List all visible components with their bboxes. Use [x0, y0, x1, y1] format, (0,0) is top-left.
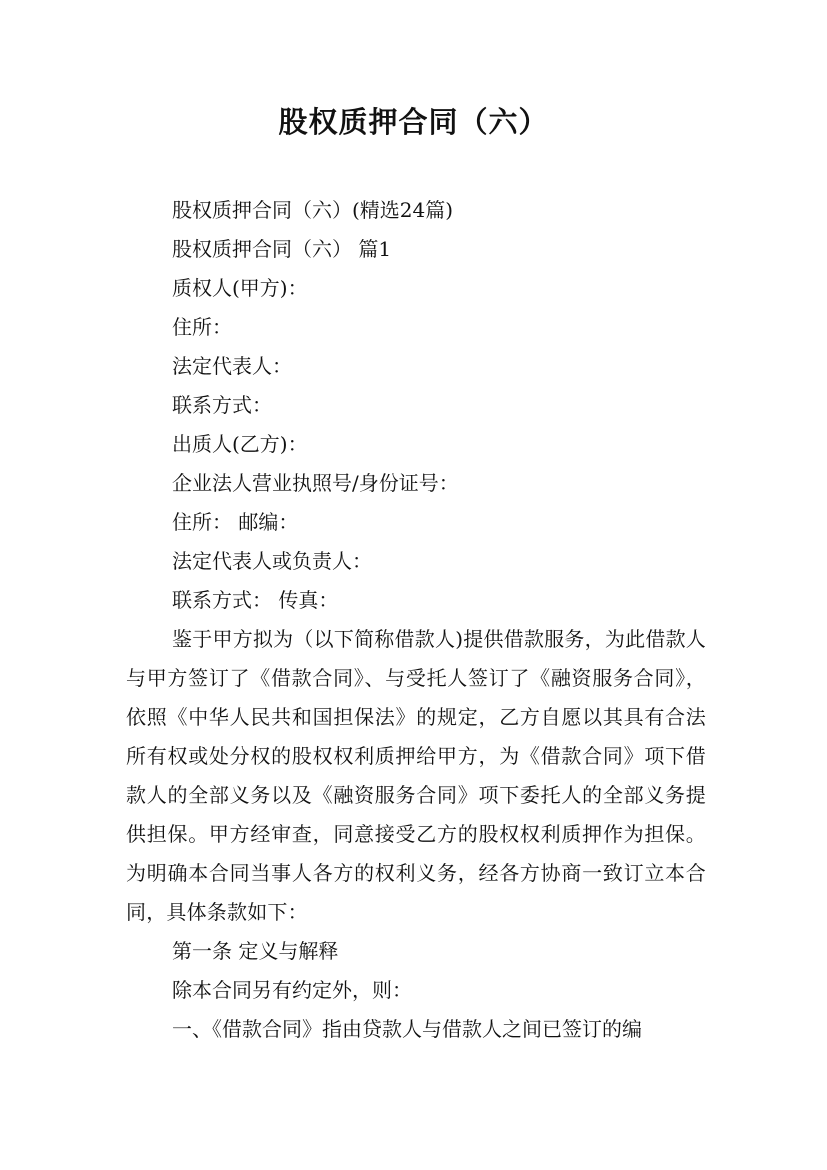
- pledgee-label: 质权人(甲方)：: [172, 276, 308, 300]
- subtitle-line: 股权质押合同（六）(精选24篇): [172, 198, 454, 222]
- address-postcode-label: 住所： 邮编：: [172, 510, 299, 534]
- recital-paragraph: 鉴于甲方拟为（以下简称借款人)提供借款服务，为此借款人与甲方签订了《借款合同》、与受托人签订了《融资服务合同》，依照《中华人民共和国担保法》的规定，乙方自愿以其具有合法所有权或处分权的股权权利质押给甲方，为《借款合同》项下借款人的全部义务以及《融资服务合同》项下委托人的全部义务提供担保。甲方经审查，同意接受乙方的股权权利质押作为担保。为明确本合同当事人各方的权利义务，经各方协商一致订立本合同，具体条款如下：: [126, 627, 706, 924]
- section-heading: 股权质押合同（六） 篇1: [172, 237, 392, 261]
- document-title: 股权质押合同（六）: [278, 105, 549, 139]
- pledgor-label: 出质人(乙方)：: [172, 432, 308, 456]
- article-1-intro: 除本合同另有约定外，则：: [172, 978, 412, 1002]
- document-body: [126, 191, 706, 1049]
- legal-representative-label: 法定代表人：: [172, 354, 292, 378]
- article-1-item-1: 一、《借款合同》指由贷款人与借款人之间已签订的编: [172, 1017, 642, 1041]
- representative-or-principal-label: 法定代表人或负责人：: [172, 549, 372, 573]
- contact-fax-label: 联系方式： 传真：: [172, 588, 339, 612]
- article-1-heading: 第一条 定义与解释: [172, 939, 339, 963]
- address-label: 住所：: [172, 315, 232, 339]
- contact-label: 联系方式：: [172, 393, 272, 417]
- license-id-label: 企业法人营业执照号/身份证号：: [172, 471, 459, 495]
